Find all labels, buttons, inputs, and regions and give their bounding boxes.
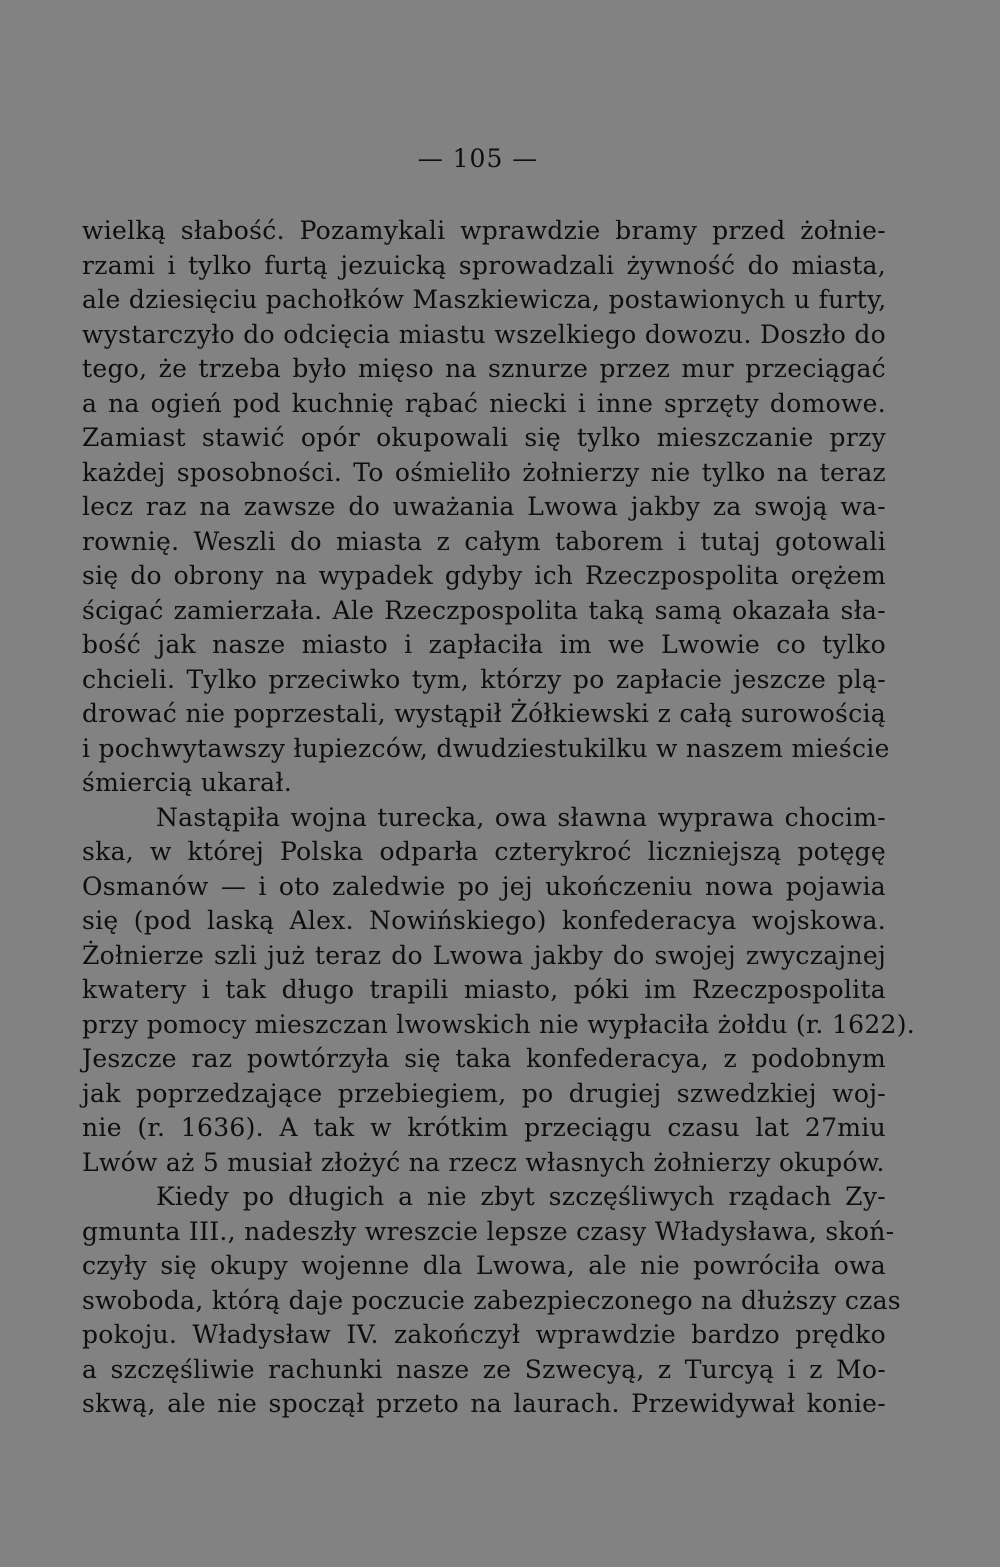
text-line: gmunta III., nadeszły wreszcie lepsze czasy Władysława, skoń- [82, 1216, 895, 1246]
text-line: jak poprzedzające przebiegiem, po drugiej szwedzkiej woj- [82, 1078, 886, 1108]
text-line: a szczęśliwie rachunki nasze ze Szwecyą, z Turcyą i z Mo- [82, 1354, 886, 1384]
text-line: Zamiast stawić opór okupowali się tylko mieszczanie przy [82, 423, 886, 452]
text-line: ścigać zamierzała. Ale Rzeczpospolita taką samą okazała sła- [82, 595, 886, 625]
text-line: kwatery i tak długo trapili miasto, póki im Rzeczpospolita [82, 975, 886, 1004]
text-line: a na ogień pod kuchnię rąbać niecki i inne sprzęty domowe. [82, 388, 886, 418]
paragraph-3 [82, 1180, 901, 1422]
text-line: bość jak nasze miasto i zapłaciła im we Lwowie co tylko [82, 630, 886, 659]
text-line: chcieli. Tylko przeciwko tym, którzy po zapłacie jeszcze plą- [82, 664, 886, 694]
text-line: swoboda, którą daje poczucie zabezpieczonego na dłuższy czas [82, 1285, 901, 1315]
text-line: Jeszcze raz powtórzyła się taka konfederacya, z podobnym [82, 1044, 886, 1073]
text-line: pokoju. Władysław IV. zakończył wprawdzie bardzo prędko [82, 1320, 886, 1349]
text-line: Nastąpiła wojna turecka, owa sławna wyprawa chocim- [156, 802, 886, 832]
text-line: lecz raz na zawsze do uważania Lwowa jakby za swoją wa- [82, 492, 886, 521]
text-line: Kiedy po długich a nie zbyt szczęśliwych rządach Zy- [156, 1182, 886, 1211]
text-line: rownię. Weszli do miasta z całym taborem i tutaj gotowali [82, 526, 886, 556]
text-line: nie (r. 1636). A tak w krótkim przeciągu czasu lat 27miu [82, 1113, 886, 1142]
text-line: śmiercią ukarał. [82, 768, 292, 797]
text-line: Osmanów — i oto zaledwie po jej ukończeniu nowa pojawia [82, 871, 886, 901]
text-line: ska, w której Polska odparła czterykroć liczniejszą potęgę [82, 837, 886, 866]
text-line: skwą, ale nie spoczął przeto na laurach. Przewidywał konie- [82, 1389, 886, 1418]
text-line: Żołnierze szli już teraz do Lwowa jakby do swojej zwyczajnej [82, 940, 886, 970]
text-line: Lwów aż 5 musiał złożyć na rzecz własnych żołnierzy okupów. [82, 1147, 885, 1177]
text-line: ale dziesięciu pachołków Maszkiewicza, postawionych u furty, [82, 285, 887, 314]
paragraph-1 [82, 214, 890, 801]
text-line: wystarczyło do odcięcia miastu wszelkiego dowozu. Doszło do [82, 319, 886, 349]
text-line: się (pod laską Alex. Nowińskiego) konfederacya wojskowa. [82, 906, 886, 935]
text-line: tego, że trzeba było mięso na sznurze przez mur przeciągać [82, 354, 886, 383]
text-line: wielką słabość. Pozamykali wprawdzie bramy przed żołnie- [82, 216, 886, 245]
text-line: każdej sposobności. To ośmieliło żołnierzy nie tylko na teraz [82, 457, 886, 487]
body-text [82, 214, 916, 1422]
text-line: drować nie poprzestali, wystąpił Żółkiewski z całą surowością [82, 699, 886, 728]
text-line: przy pomocy mieszczan lwowskich nie wypłaciła żołdu (r. 1622). [82, 1009, 916, 1039]
page-number: — 105 — [417, 144, 539, 173]
text-line: rzami i tylko furtą jezuicką sprowadzali żywność do miasta, [82, 250, 886, 280]
text-line: się do obrony na wypadek gdyby ich Rzeczpospolita orężem [82, 561, 886, 590]
text-line: czyły się okupy wojenne dla Lwowa, ale nie powróciła owa [82, 1251, 886, 1280]
text-line: i pochwytawszy łupiezców, dwudziestukilku w naszem mieście [82, 733, 890, 763]
paragraph-2 [82, 801, 916, 1181]
